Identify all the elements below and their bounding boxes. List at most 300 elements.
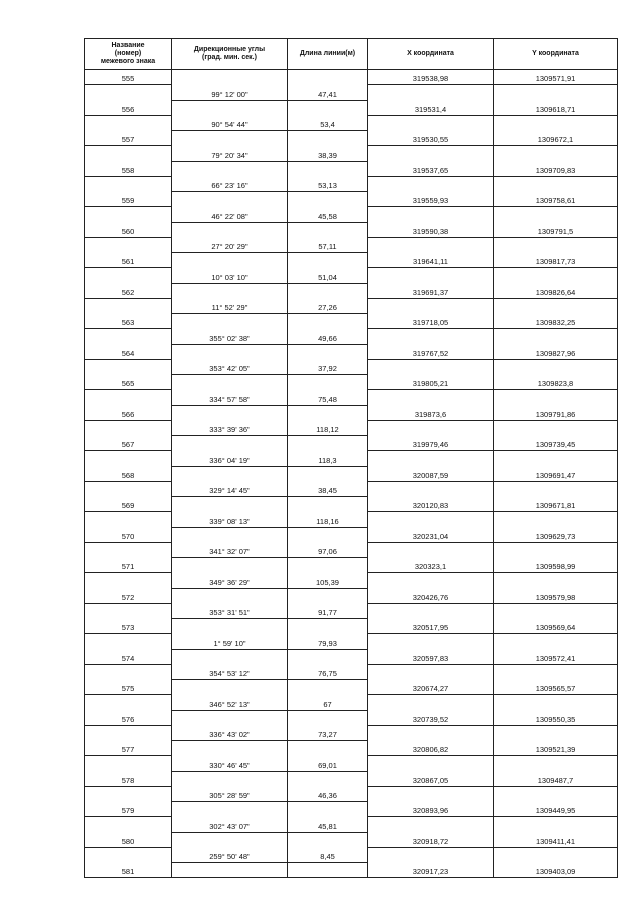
empty-cell (367, 543, 493, 558)
empty-cell (367, 787, 493, 802)
empty-cell (85, 451, 171, 466)
empty-cell (367, 451, 493, 466)
empty-cell (287, 375, 367, 390)
empty-cell (85, 177, 171, 192)
empty-cell (367, 116, 493, 131)
empty-cell (287, 284, 367, 299)
direction-angle: 11° 52' 29" (171, 299, 287, 314)
empty-cell (85, 543, 171, 558)
y-coordinate: 1309709,83 (493, 162, 617, 177)
line-length: 118,3 (287, 451, 367, 466)
table-row (85, 802, 617, 833)
point-name: 580 (85, 833, 171, 848)
empty-cell (367, 329, 493, 344)
point-name: 562 (85, 284, 171, 299)
empty-cell (493, 207, 617, 222)
line-length: 38,39 (287, 146, 367, 161)
empty-cell (85, 512, 171, 527)
empty-cell (287, 406, 367, 421)
point-name: 564 (85, 345, 171, 360)
empty-cell (367, 421, 493, 436)
direction-angle: 353° 31' 51" (171, 604, 287, 619)
empty-cell (493, 451, 617, 466)
direction-angle: 339° 08' 13" (171, 512, 287, 527)
point-name: 557 (85, 131, 171, 146)
direction-angle: 354° 53' 12" (171, 665, 287, 680)
direction-angle: 333° 39' 36" (171, 421, 287, 436)
y-coordinate: 1309823,8 (493, 375, 617, 390)
empty-cell (171, 223, 287, 238)
header-point-name: Название (номер) межевого знака (100, 42, 156, 65)
empty-cell (85, 482, 171, 497)
line-length: 69,01 (287, 756, 367, 771)
empty-cell (367, 360, 493, 375)
empty-cell (85, 299, 171, 314)
y-coordinate: 1309758,61 (493, 192, 617, 207)
x-coordinate: 320917,23 (367, 863, 493, 878)
x-coordinate: 319691,37 (367, 284, 493, 299)
line-length: 45,58 (287, 207, 367, 222)
line-length: 47,41 (287, 85, 367, 100)
table-row (85, 589, 617, 620)
table-row (85, 284, 617, 315)
point-name: 571 (85, 558, 171, 573)
direction-angle: 302° 43' 07" (171, 817, 287, 832)
empty-cell (493, 85, 617, 100)
x-coordinate: 319979,46 (367, 436, 493, 451)
empty-cell (287, 833, 367, 848)
direction-angle: 334° 57' 58" (171, 390, 287, 405)
empty-cell (367, 848, 493, 863)
point-name: 555 (85, 70, 171, 85)
y-coordinate: 1309739,45 (493, 436, 617, 451)
line-length: 51,04 (287, 268, 367, 283)
line-length: 79,93 (287, 634, 367, 649)
y-coordinate: 1309411,41 (493, 833, 617, 848)
point-name: 572 (85, 589, 171, 604)
table-row (85, 619, 617, 650)
point-name: 579 (85, 802, 171, 817)
y-coordinate: 1309691,47 (493, 467, 617, 482)
empty-cell (171, 863, 287, 878)
line-length: 53,13 (287, 177, 367, 192)
direction-angle: 79° 20' 34" (171, 146, 287, 161)
empty-cell (287, 70, 367, 85)
direction-angle: 329° 14' 45" (171, 482, 287, 497)
empty-cell (287, 436, 367, 451)
direction-angle: 355° 02' 38" (171, 329, 287, 344)
point-name: 581 (85, 863, 171, 878)
empty-cell (287, 192, 367, 207)
y-coordinate: 1309618,71 (493, 101, 617, 116)
y-coordinate: 1309569,64 (493, 619, 617, 634)
empty-cell (287, 253, 367, 268)
empty-cell (171, 436, 287, 451)
empty-cell (367, 390, 493, 405)
y-coordinate: 1309487,7 (493, 772, 617, 787)
empty-cell (493, 756, 617, 771)
empty-cell (85, 146, 171, 161)
empty-cell (367, 573, 493, 588)
point-name: 556 (85, 101, 171, 116)
table-row (85, 558, 617, 589)
line-length: 118,12 (287, 421, 367, 436)
point-name: 568 (85, 467, 171, 482)
empty-cell (287, 131, 367, 146)
empty-cell (367, 817, 493, 832)
direction-angle: 341° 32' 07" (171, 543, 287, 558)
point-name: 570 (85, 528, 171, 543)
table-body (85, 70, 617, 878)
empty-cell (85, 207, 171, 222)
y-coordinate: 1309572,41 (493, 650, 617, 665)
direction-angle: 99° 12' 00" (171, 85, 287, 100)
x-coordinate: 320918,72 (367, 833, 493, 848)
direction-angle: 336° 43' 02" (171, 726, 287, 741)
direction-angle: 305° 28' 59" (171, 787, 287, 802)
x-coordinate: 319805,21 (367, 375, 493, 390)
empty-cell (287, 741, 367, 756)
empty-cell (85, 421, 171, 436)
line-length: 76,75 (287, 665, 367, 680)
empty-cell (493, 390, 617, 405)
empty-cell (367, 726, 493, 741)
line-length: 38,45 (287, 482, 367, 497)
x-coordinate: 320087,59 (367, 467, 493, 482)
empty-cell (171, 772, 287, 787)
direction-angle: 66° 23' 16" (171, 177, 287, 192)
y-coordinate: 1309521,39 (493, 741, 617, 756)
empty-cell (85, 634, 171, 649)
y-coordinate: 1309579,98 (493, 589, 617, 604)
empty-cell (287, 314, 367, 329)
empty-cell (493, 360, 617, 375)
empty-cell (493, 421, 617, 436)
table-row (85, 101, 617, 132)
x-coordinate: 320517,95 (367, 619, 493, 634)
table-row (85, 650, 617, 681)
x-coordinate: 319530,55 (367, 131, 493, 146)
empty-cell (493, 665, 617, 680)
empty-cell (171, 375, 287, 390)
table-row (85, 223, 617, 254)
table-row (85, 772, 617, 803)
point-name: 559 (85, 192, 171, 207)
line-length: 97,06 (287, 543, 367, 558)
direction-angle: 90° 54' 44" (171, 116, 287, 131)
x-coordinate: 319559,93 (367, 192, 493, 207)
empty-cell (367, 207, 493, 222)
line-length: 67 (287, 695, 367, 710)
empty-cell (171, 802, 287, 817)
empty-cell (493, 268, 617, 283)
empty-cell (171, 558, 287, 573)
empty-cell (85, 726, 171, 741)
empty-cell (85, 817, 171, 832)
empty-cell (493, 817, 617, 832)
line-length: 75,48 (287, 390, 367, 405)
empty-cell (367, 634, 493, 649)
point-name: 567 (85, 436, 171, 451)
y-coordinate: 1309791,5 (493, 223, 617, 238)
empty-cell (287, 680, 367, 695)
empty-cell (367, 238, 493, 253)
table-row (85, 131, 617, 162)
point-name: 569 (85, 497, 171, 512)
x-coordinate: 320231,04 (367, 528, 493, 543)
point-name: 563 (85, 314, 171, 329)
empty-cell (85, 787, 171, 802)
x-coordinate: 320323,1 (367, 558, 493, 573)
y-coordinate: 1309550,35 (493, 711, 617, 726)
empty-cell (367, 695, 493, 710)
empty-cell (171, 406, 287, 421)
line-length: 91,77 (287, 604, 367, 619)
empty-cell (171, 101, 287, 116)
empty-cell (85, 573, 171, 588)
empty-cell (287, 650, 367, 665)
empty-cell (367, 299, 493, 314)
empty-cell (287, 589, 367, 604)
direction-angle: 353° 42' 05" (171, 360, 287, 375)
empty-cell (367, 482, 493, 497)
empty-cell (493, 177, 617, 192)
table-row (85, 70, 617, 101)
x-coordinate: 320867,05 (367, 772, 493, 787)
empty-cell (85, 390, 171, 405)
direction-angle: 259° 50' 48" (171, 848, 287, 863)
x-coordinate: 320739,52 (367, 711, 493, 726)
line-length: 27,26 (287, 299, 367, 314)
x-coordinate: 320674,27 (367, 680, 493, 695)
line-length: 8,45 (287, 848, 367, 863)
empty-cell (85, 329, 171, 344)
empty-cell (171, 162, 287, 177)
empty-cell (493, 482, 617, 497)
empty-cell (85, 116, 171, 131)
x-coordinate: 319531,4 (367, 101, 493, 116)
point-name: 561 (85, 253, 171, 268)
line-length: 73,27 (287, 726, 367, 741)
empty-cell (171, 467, 287, 482)
empty-cell (493, 543, 617, 558)
empty-cell (85, 848, 171, 863)
empty-cell (493, 146, 617, 161)
empty-cell (367, 665, 493, 680)
y-coordinate: 1309629,73 (493, 528, 617, 543)
empty-cell (171, 131, 287, 146)
x-coordinate: 320893,96 (367, 802, 493, 817)
table-row (85, 528, 617, 559)
empty-cell (367, 512, 493, 527)
y-coordinate: 1309832,25 (493, 314, 617, 329)
table-header (85, 39, 617, 70)
x-coordinate: 319873,6 (367, 406, 493, 421)
empty-cell (85, 85, 171, 100)
y-coordinate: 1309403,09 (493, 863, 617, 878)
table-row (85, 375, 617, 406)
table-row (85, 680, 617, 711)
table-row (85, 253, 617, 284)
empty-cell (287, 772, 367, 787)
empty-cell (171, 70, 287, 85)
x-coordinate: 319718,05 (367, 314, 493, 329)
empty-cell (493, 848, 617, 863)
y-coordinate: 1309827,96 (493, 345, 617, 360)
table-row (85, 162, 617, 193)
line-length: 53,4 (287, 116, 367, 131)
empty-cell (493, 634, 617, 649)
point-name: 566 (85, 406, 171, 421)
empty-cell (171, 711, 287, 726)
line-length: 45,81 (287, 817, 367, 832)
empty-cell (287, 345, 367, 360)
x-coordinate: 320806,82 (367, 741, 493, 756)
empty-cell (171, 741, 287, 756)
table-row (85, 497, 617, 528)
table-row (85, 192, 617, 223)
empty-cell (493, 299, 617, 314)
line-length: 105,39 (287, 573, 367, 588)
table-row (85, 863, 617, 878)
point-name: 558 (85, 162, 171, 177)
y-coordinate: 1309826,64 (493, 284, 617, 299)
header-line-length: Длина линии(м) (287, 39, 367, 69)
point-name: 573 (85, 619, 171, 634)
table-row (85, 345, 617, 376)
table-row (85, 314, 617, 345)
x-coordinate: 319641,11 (367, 253, 493, 268)
empty-cell (287, 711, 367, 726)
y-coordinate: 1309565,57 (493, 680, 617, 695)
empty-cell (171, 345, 287, 360)
empty-cell (287, 528, 367, 543)
direction-angle: 346° 52' 13" (171, 695, 287, 710)
empty-cell (367, 146, 493, 161)
line-length: 49,66 (287, 329, 367, 344)
line-length: 118,16 (287, 512, 367, 527)
empty-cell (367, 85, 493, 100)
direction-angle: 330° 46' 45" (171, 756, 287, 771)
point-name: 577 (85, 741, 171, 756)
x-coordinate: 319538,98 (367, 70, 493, 85)
point-name: 574 (85, 650, 171, 665)
empty-cell (287, 497, 367, 512)
empty-cell (287, 467, 367, 482)
y-coordinate: 1309791,86 (493, 406, 617, 421)
header-x-coordinate: X координата (367, 39, 493, 69)
empty-cell (85, 695, 171, 710)
empty-cell (171, 253, 287, 268)
empty-cell (171, 314, 287, 329)
y-coordinate: 1309449,95 (493, 802, 617, 817)
header-direction-angle: Дирекционные углы (град. мин. сек.) (171, 39, 287, 69)
table-row (85, 467, 617, 498)
x-coordinate: 320120,83 (367, 497, 493, 512)
empty-cell (85, 665, 171, 680)
direction-angle: 349° 36' 29" (171, 573, 287, 588)
empty-cell (85, 360, 171, 375)
empty-cell (493, 116, 617, 131)
empty-cell (493, 238, 617, 253)
empty-cell (171, 497, 287, 512)
header-y-coordinate: Y координата (493, 39, 617, 69)
empty-cell (171, 192, 287, 207)
direction-angle: 27° 20' 29" (171, 238, 287, 253)
x-coordinate: 320597,83 (367, 650, 493, 665)
x-coordinate: 319767,52 (367, 345, 493, 360)
line-length: 46,36 (287, 787, 367, 802)
empty-cell (367, 177, 493, 192)
empty-cell (367, 604, 493, 619)
point-name: 575 (85, 680, 171, 695)
empty-cell (493, 604, 617, 619)
empty-cell (85, 238, 171, 253)
x-coordinate: 320426,76 (367, 589, 493, 604)
empty-cell (287, 223, 367, 238)
empty-cell (287, 619, 367, 634)
empty-cell (85, 604, 171, 619)
direction-angle: 1° 59' 10" (171, 634, 287, 649)
point-name: 565 (85, 375, 171, 390)
empty-cell (287, 802, 367, 817)
x-coordinate: 319590,38 (367, 223, 493, 238)
boundary-table (84, 38, 618, 878)
point-name: 576 (85, 711, 171, 726)
empty-cell (493, 726, 617, 741)
empty-cell (171, 833, 287, 848)
y-coordinate: 1309598,99 (493, 558, 617, 573)
empty-cell (493, 573, 617, 588)
direction-angle: 46° 22' 08" (171, 207, 287, 222)
y-coordinate: 1309672,1 (493, 131, 617, 146)
empty-cell (287, 101, 367, 116)
y-coordinate: 1309671,81 (493, 497, 617, 512)
x-coordinate: 319537,65 (367, 162, 493, 177)
empty-cell (171, 528, 287, 543)
empty-cell (493, 329, 617, 344)
direction-angle: 10° 03' 10" (171, 268, 287, 283)
empty-cell (287, 863, 367, 878)
point-name: 578 (85, 772, 171, 787)
table-row (85, 406, 617, 437)
point-name: 560 (85, 223, 171, 238)
table-row (85, 833, 617, 864)
empty-cell (367, 756, 493, 771)
empty-cell (493, 512, 617, 527)
empty-cell (287, 162, 367, 177)
table-row (85, 711, 617, 742)
y-coordinate: 1309571,91 (493, 70, 617, 85)
empty-cell (171, 680, 287, 695)
line-length: 37,92 (287, 360, 367, 375)
empty-cell (171, 619, 287, 634)
empty-cell (171, 589, 287, 604)
empty-cell (171, 650, 287, 665)
empty-cell (367, 268, 493, 283)
table-row (85, 436, 617, 467)
direction-angle: 336° 04' 19" (171, 451, 287, 466)
line-length: 57,11 (287, 238, 367, 253)
empty-cell (171, 284, 287, 299)
empty-cell (493, 787, 617, 802)
y-coordinate: 1309817,73 (493, 253, 617, 268)
empty-cell (85, 756, 171, 771)
empty-cell (85, 268, 171, 283)
table-row (85, 741, 617, 772)
empty-cell (493, 695, 617, 710)
empty-cell (287, 558, 367, 573)
